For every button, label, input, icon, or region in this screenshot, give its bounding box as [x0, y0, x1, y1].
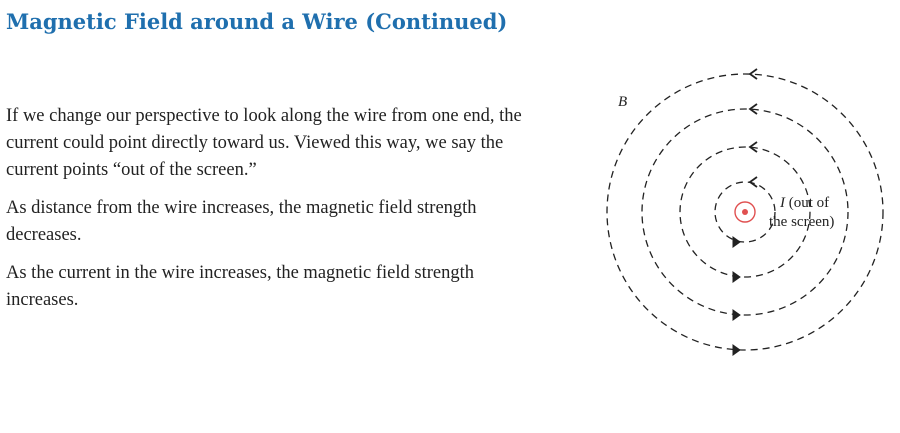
- current-symbol: I: [780, 195, 785, 211]
- wire-dot: [742, 209, 748, 215]
- magnetic-field-diagram: [560, 40, 900, 433]
- arrow-bottom-2: [733, 272, 740, 282]
- page-title: Magnetic Field around a Wire (Continued): [6, 9, 508, 34]
- arrow-bottom-3: [733, 310, 740, 320]
- paragraph-distance: As distance from the wire increases, the magnetic field strength decreases.: [6, 198, 477, 245]
- current-label-text: (out of: [785, 195, 830, 211]
- wire-out-of-screen: [735, 202, 755, 222]
- arrow-top-1: [750, 177, 757, 187]
- arrow-bottom-4: [733, 345, 740, 355]
- current-label-line1: [779, 195, 829, 211]
- current-label-line2: the screen): [769, 214, 835, 230]
- paragraph-perspective: If we change our perspective to look along the wire from one end, the current could point directly toward us. Viewed this way, we say the current points “out of the screen.”: [6, 106, 522, 180]
- field-label-b: B: [618, 94, 628, 110]
- arrow-bottom-1: [733, 237, 740, 247]
- body-text: [6, 103, 526, 325]
- paragraph-current: As the current in the wire increases, the magnetic field strength increases.: [6, 263, 474, 310]
